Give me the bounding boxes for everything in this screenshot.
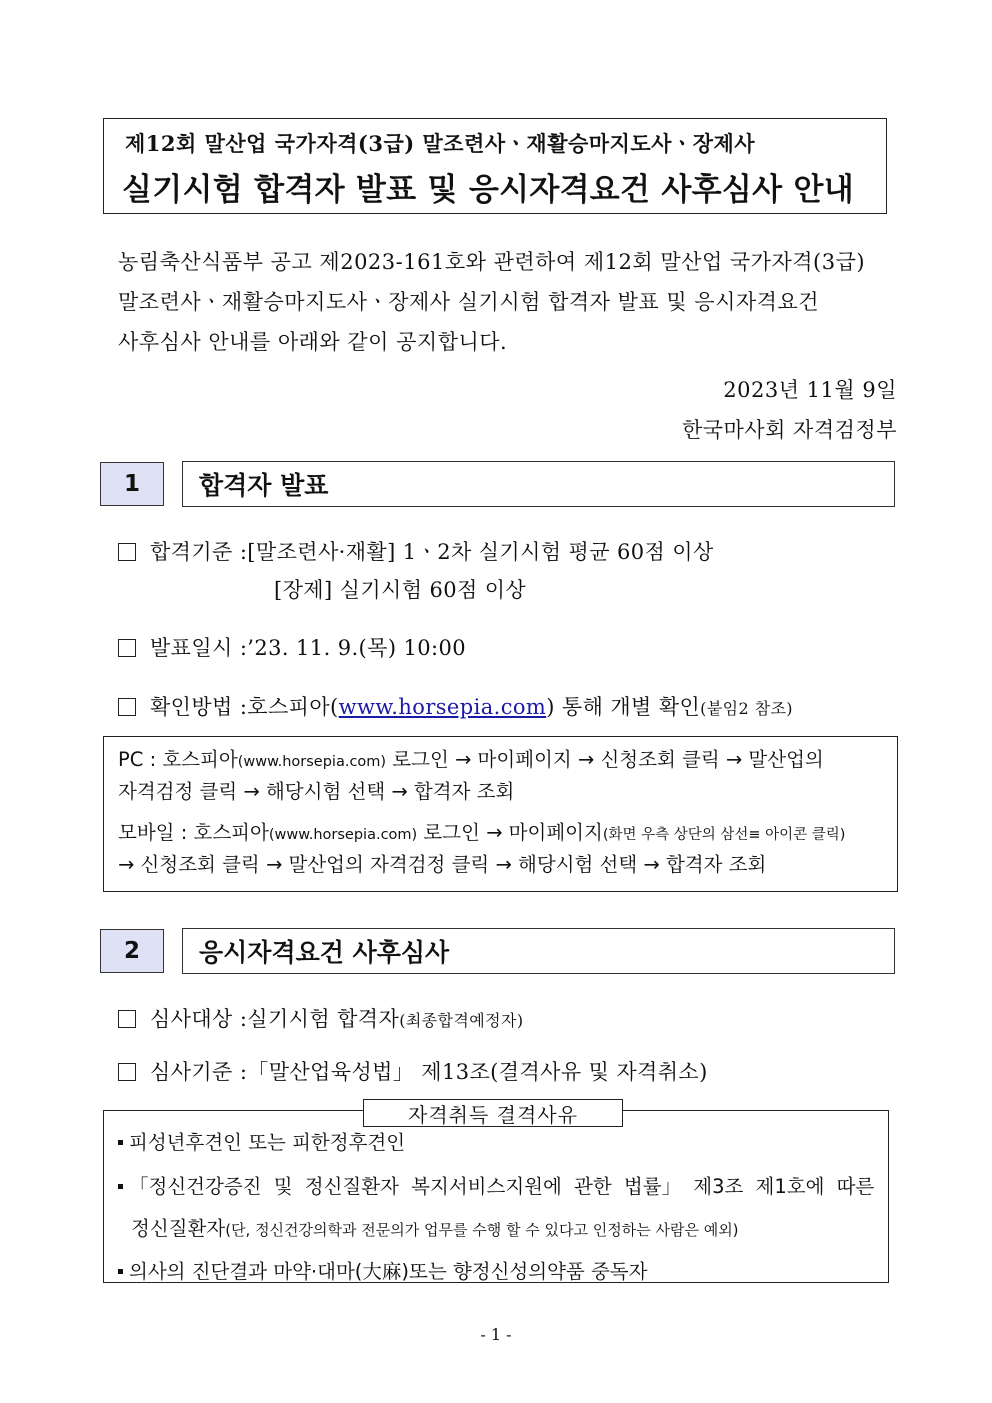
disqualification-text-3: 의사의 진단결과 마약·대마(大麻)또는 향정신성의약품 중독자 [129,1260,648,1283]
review-basis-item [118,1056,708,1086]
review-target-label: 심사대상 : [150,1007,248,1031]
how-to-check-box [103,736,898,892]
intro-line-3: 사후심사 안내를 아래와 같이 공지합니다. [118,330,508,354]
checkbox-icon [118,1063,136,1081]
disqualification-note-2: (단, 정신건강의학과 전문의가 업무를 수행 할 수 있다고 인정하는 사람은 예외) [225,1221,739,1239]
section-1-number: 1 [100,462,164,506]
criteria-item [118,536,714,566]
check-method-note: (붙임2 참조) [700,699,793,718]
intro-line-2: 말조련사ㆍ재활승마지도사ㆍ장제사 실기시험 합격자 발표 및 응시자격요건 [118,290,820,314]
criteria-line-1: [말조련사·재활] 1ㆍ2차 실기시험 평균 60점 이상 [247,540,714,564]
disqualification-text-1: 피성년후견인 또는 피한정후견인 [129,1131,406,1154]
mobile-menu-note: (화면 우측 상단의 삼선≡ 아이콘 클릭) [602,827,846,843]
pc-label: PC : 호스피아 [118,748,238,771]
section-2-title: 응시자격요건 사후심사 [182,928,895,974]
checkbox-icon [118,639,136,657]
mobile-instructions-line-2: → 신청조회 클릭 → 말산업의 자격검정 클릭 → 해당시험 선택 → 합격자 조회 [118,853,767,876]
mobile-url: (www.horsepia.com) [268,827,418,843]
criteria-label: 합격기준 : [150,540,248,564]
disqualification-text-2: 「정신건강증진 및 정신질환자 복지서비스지원에 관한 법률」 제3조 제1호에 따른 [129,1175,875,1198]
disqualification-title: 자격취득 결격사유 [363,1099,623,1127]
page-number: - 1 - [480,1325,512,1344]
issuing-organization: 한국마사회 자격검정부 [681,418,897,442]
disqualification-item-1 [118,1127,405,1155]
section-1-title: 합격자 발표 [182,461,895,507]
bullet-icon [118,1269,123,1274]
pc-steps-1: 로그인 → 마이페이지 → 신청조회 클릭 → 말산업의 [386,748,824,771]
mobile-instructions-line-1 [118,818,883,850]
review-target-note: (최종합격예정자) [399,1011,524,1030]
review-target-item [118,1003,523,1033]
mobile-steps-1: 로그인 → 마이페이지 [417,821,603,844]
intro-paragraph [118,242,898,362]
disqualification-item-2 [118,1171,874,1199]
horsepia-link[interactable]: www.horsepia.com [338,695,547,719]
check-method-label: 확인방법 : [150,695,248,719]
announce-value: ’23. 11. 9.(목) 10:00 [247,636,467,660]
check-method-pre: 호스피아( [247,695,339,719]
pc-instructions-line-1 [118,745,883,777]
review-basis-value: 「말산업육성법」 제13조(결격사유 및 자격취소) [247,1060,708,1084]
mobile-label: 모바일 : 호스피아 [118,821,269,844]
checkbox-icon [118,543,136,561]
disqualification-item-2-cont [131,1213,739,1241]
bullet-icon [118,1140,123,1145]
checkbox-icon [118,698,136,716]
intro-line-1: 농림축산식품부 공고 제2023-161호와 관련하여 제12회 말산업 국가자격(3급) [118,250,866,274]
check-method-item [118,691,793,721]
disqualification-item-3 [118,1256,647,1284]
disqualification-text-2b: 정신질환자 [131,1217,226,1240]
announce-item [118,632,466,662]
announce-label: 발표일시 : [150,636,248,660]
bullet-icon [118,1184,123,1189]
criteria-line-2: [장제] 실기시험 60점 이상 [274,578,527,602]
section-2-number: 2 [100,929,164,973]
document-subtitle: 제12회 말산업 국가자격(3급) 말조련사ㆍ재활승마지도사ㆍ장제사 [125,131,756,156]
review-basis-label: 심사기준 : [150,1060,248,1084]
check-method-post: ) 통해 개별 확인 [546,695,701,719]
pc-url: (www.horsepia.com) [237,754,387,770]
document-title: 실기시험 합격자 발표 및 응시자격요건 사후심사 안내 [122,172,854,208]
notice-date: 2023년 11월 9일 [723,378,897,402]
checkbox-icon [118,1010,136,1028]
pc-instructions-line-2: 자격검정 클릭 → 해당시험 선택 → 합격자 조회 [118,780,515,803]
review-target-value: 실기시험 합격자 [247,1007,400,1031]
